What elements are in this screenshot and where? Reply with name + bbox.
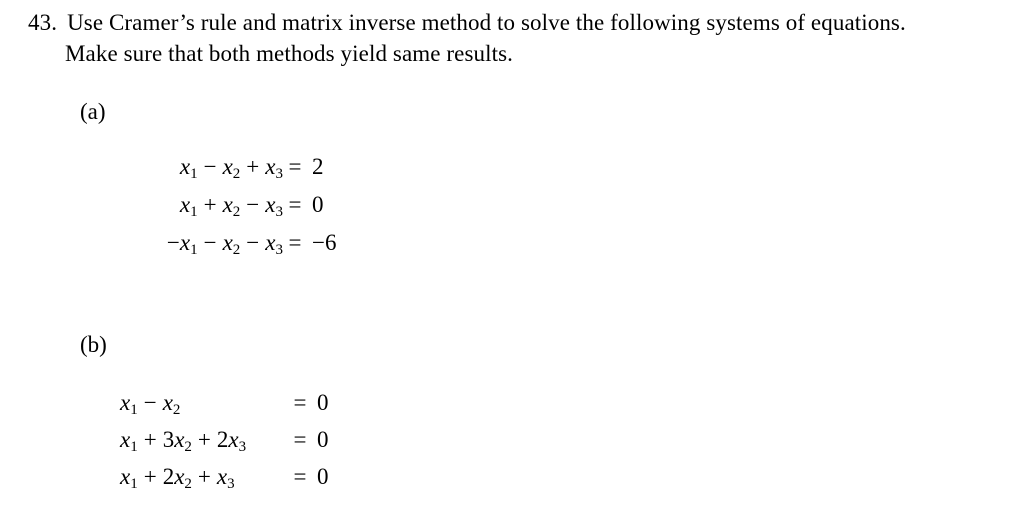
equation-rhs: 0	[317, 390, 329, 415]
equation-row	[115, 190, 375, 220]
equals-sign: =	[288, 230, 302, 255]
equation-row	[115, 152, 375, 182]
equation-rhs: 2	[312, 154, 324, 179]
problem-text-1: Use Cramer’s rule and matrix inverse method to solve the following systems of equations.	[67, 10, 906, 35]
equals-sign: =	[288, 192, 302, 217]
equation-lhs: $-x_1 - x_2 - x_3$	[166, 230, 283, 258]
equation-lhs: $x_1 + x_2 - x_3$	[179, 192, 283, 220]
problem-statement-line-1	[28, 9, 906, 36]
equals-sign: =	[288, 154, 302, 179]
problem-statement-line-2: Make sure that both methods yield same results.	[65, 41, 513, 66]
equation-rhs: 0	[317, 427, 329, 452]
equals-sign: =	[293, 390, 307, 415]
equation-lhs: $x_1 + 3x_2 + 2x_3$	[120, 427, 247, 455]
equation-row	[120, 388, 360, 418]
equation-row	[115, 228, 375, 258]
equals-sign: =	[293, 427, 307, 452]
equation-rhs: 0	[312, 192, 324, 217]
equals-sign: =	[293, 464, 307, 489]
equation-lhs: $x_1 - x_2$	[120, 390, 181, 418]
part-b-label: (b)	[80, 332, 107, 357]
equation-rhs: −6	[312, 230, 337, 255]
equation-row	[120, 462, 360, 492]
equation-rhs: 0	[317, 464, 329, 489]
problem-number: 43.	[28, 10, 58, 35]
equation-lhs: $x_1 - x_2 + x_3$	[179, 154, 283, 182]
equation-lhs: $x_1 + 2x_2 + x_3$	[120, 464, 235, 492]
equation-row	[120, 425, 360, 455]
part-a-label: (a)	[80, 99, 106, 124]
